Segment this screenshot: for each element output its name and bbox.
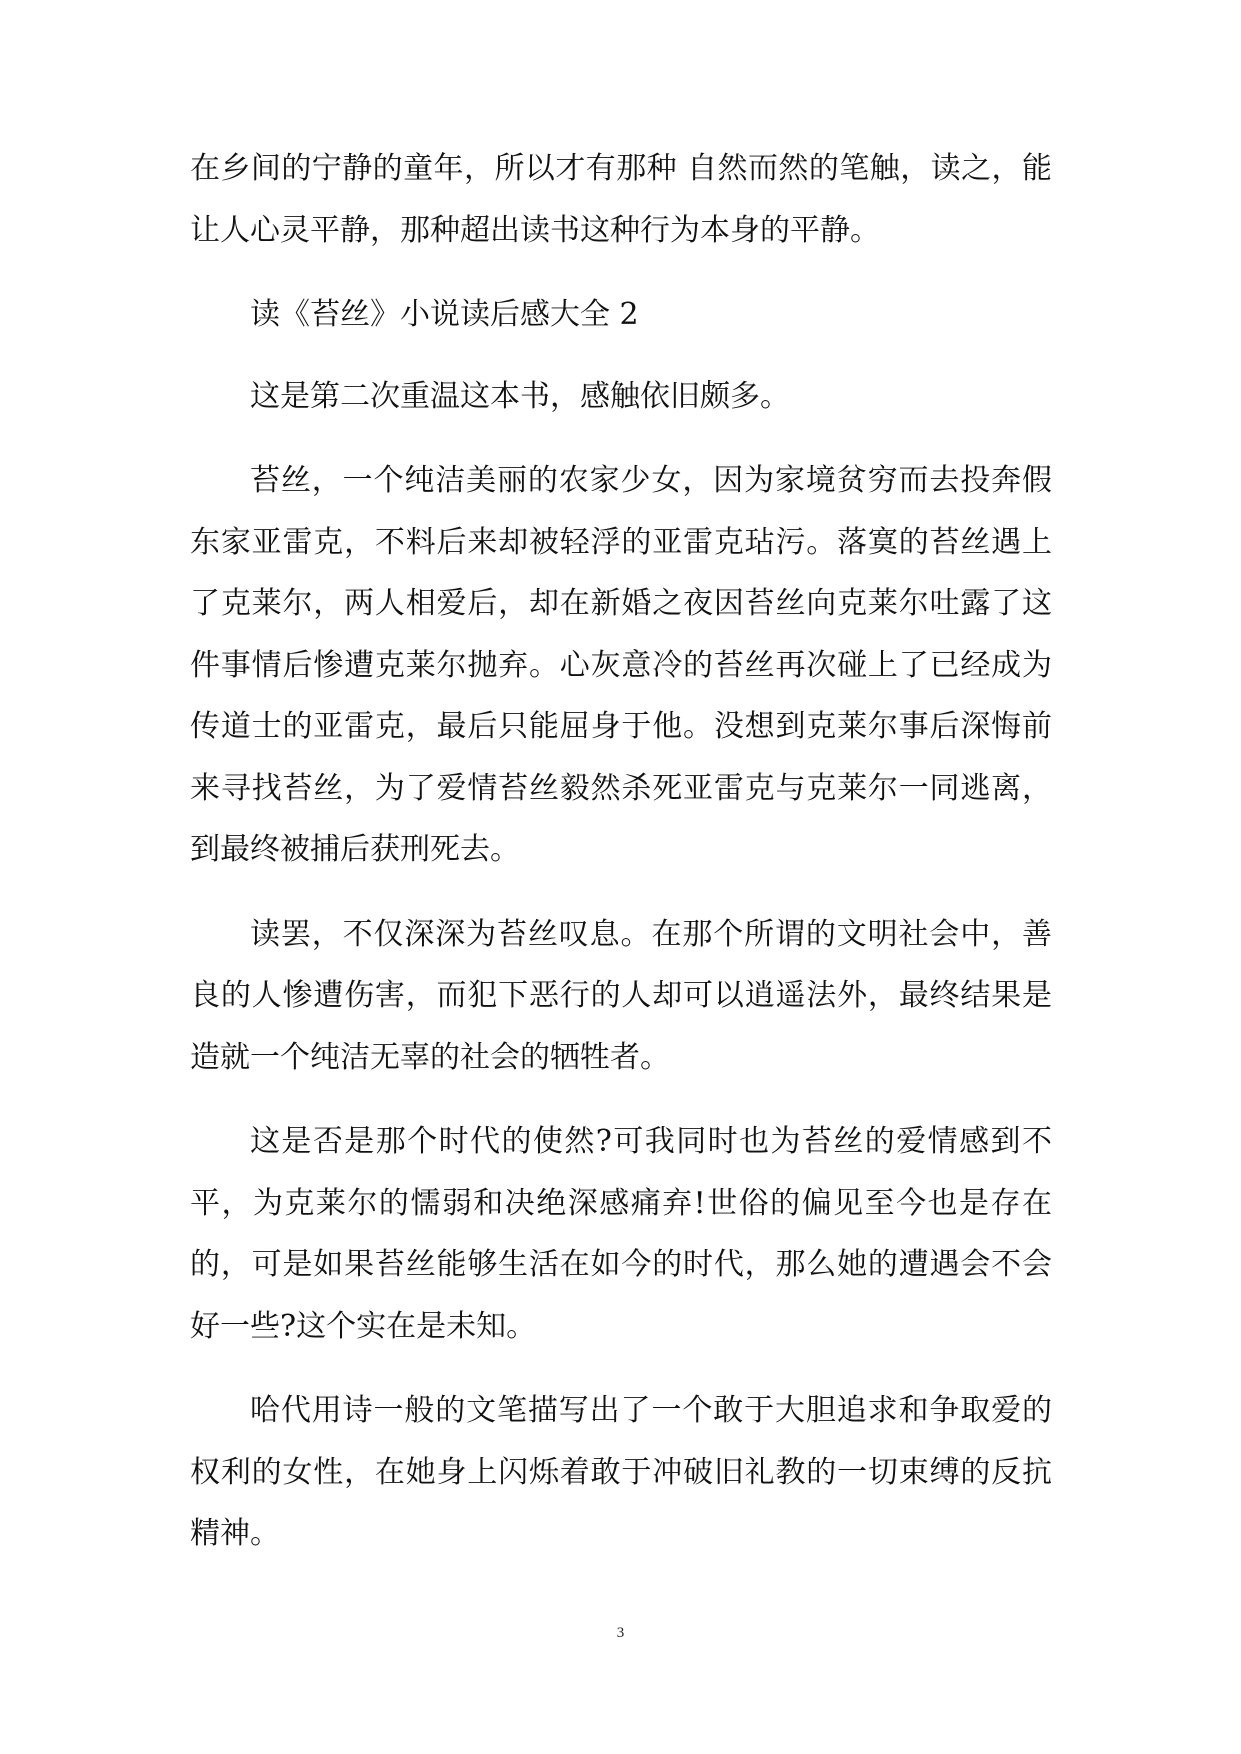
paragraph-1: 在乡间的宁静的童年，所以才有那种 自然而然的笔触，读之，能让人心灵平静，那种超出读书这种行为本身的平静。 xyxy=(190,151,1052,248)
paragraph-6: 哈代用诗一般的文笔描写出了一个敢于大胆追求和争取爱的权利的女性，在她身上闪烁着敢于冲破旧礼教的一切束缚的反抗精神。 xyxy=(190,1393,1052,1551)
paragraph-2: 这是第二次重温这本书，感触依旧颇多。 xyxy=(250,378,790,414)
page-number: 3 xyxy=(616,1625,625,1641)
section-heading: 读《苔丝》小说读后感大全 2 xyxy=(250,297,639,332)
paragraph-4: 读罢，不仅深深为苔丝叹息。在那个所谓的文明社会中，善良的人惨遭伤害，而犯下恶行的人却可以逍遥法外，最终结果是造就一个纯洁无辜的社会的牺牲者。 xyxy=(190,916,1052,1075)
paragraph-3: 苔丝，一个纯洁美丽的农家少女，因为家境贫穷而去投奔假东家亚雷克，不料后来却被轻浮的亚雷克玷污。落寞的苔丝遇上了克莱尔，两人相爱后，却在新婚之夜因苔丝向克莱尔吐露了这件事情后惨遭克莱尔抛弃。心灰意冷的苔丝再次碰上了已经成为传道士的亚雷克，最后只能屈身于他。没想到克莱尔事后深悔前来寻找苔丝，为了爱情苔丝毅然杀死亚雷克与克莱尔一同逃离，到最终被捕后获刑死去。 xyxy=(190,463,1052,867)
paragraph-5: 这是否是那个时代的使然?可我同时也为苔丝的爱情感到不平，为克莱尔的懦弱和决绝深感痛弃!世俗的偏见至今也是存在的，可是如果苔丝能够生活在如今的时代，那么她的遭遇会不会好一些?这个实在是未知。 xyxy=(190,1124,1052,1344)
document-body xyxy=(190,138,1052,1588)
